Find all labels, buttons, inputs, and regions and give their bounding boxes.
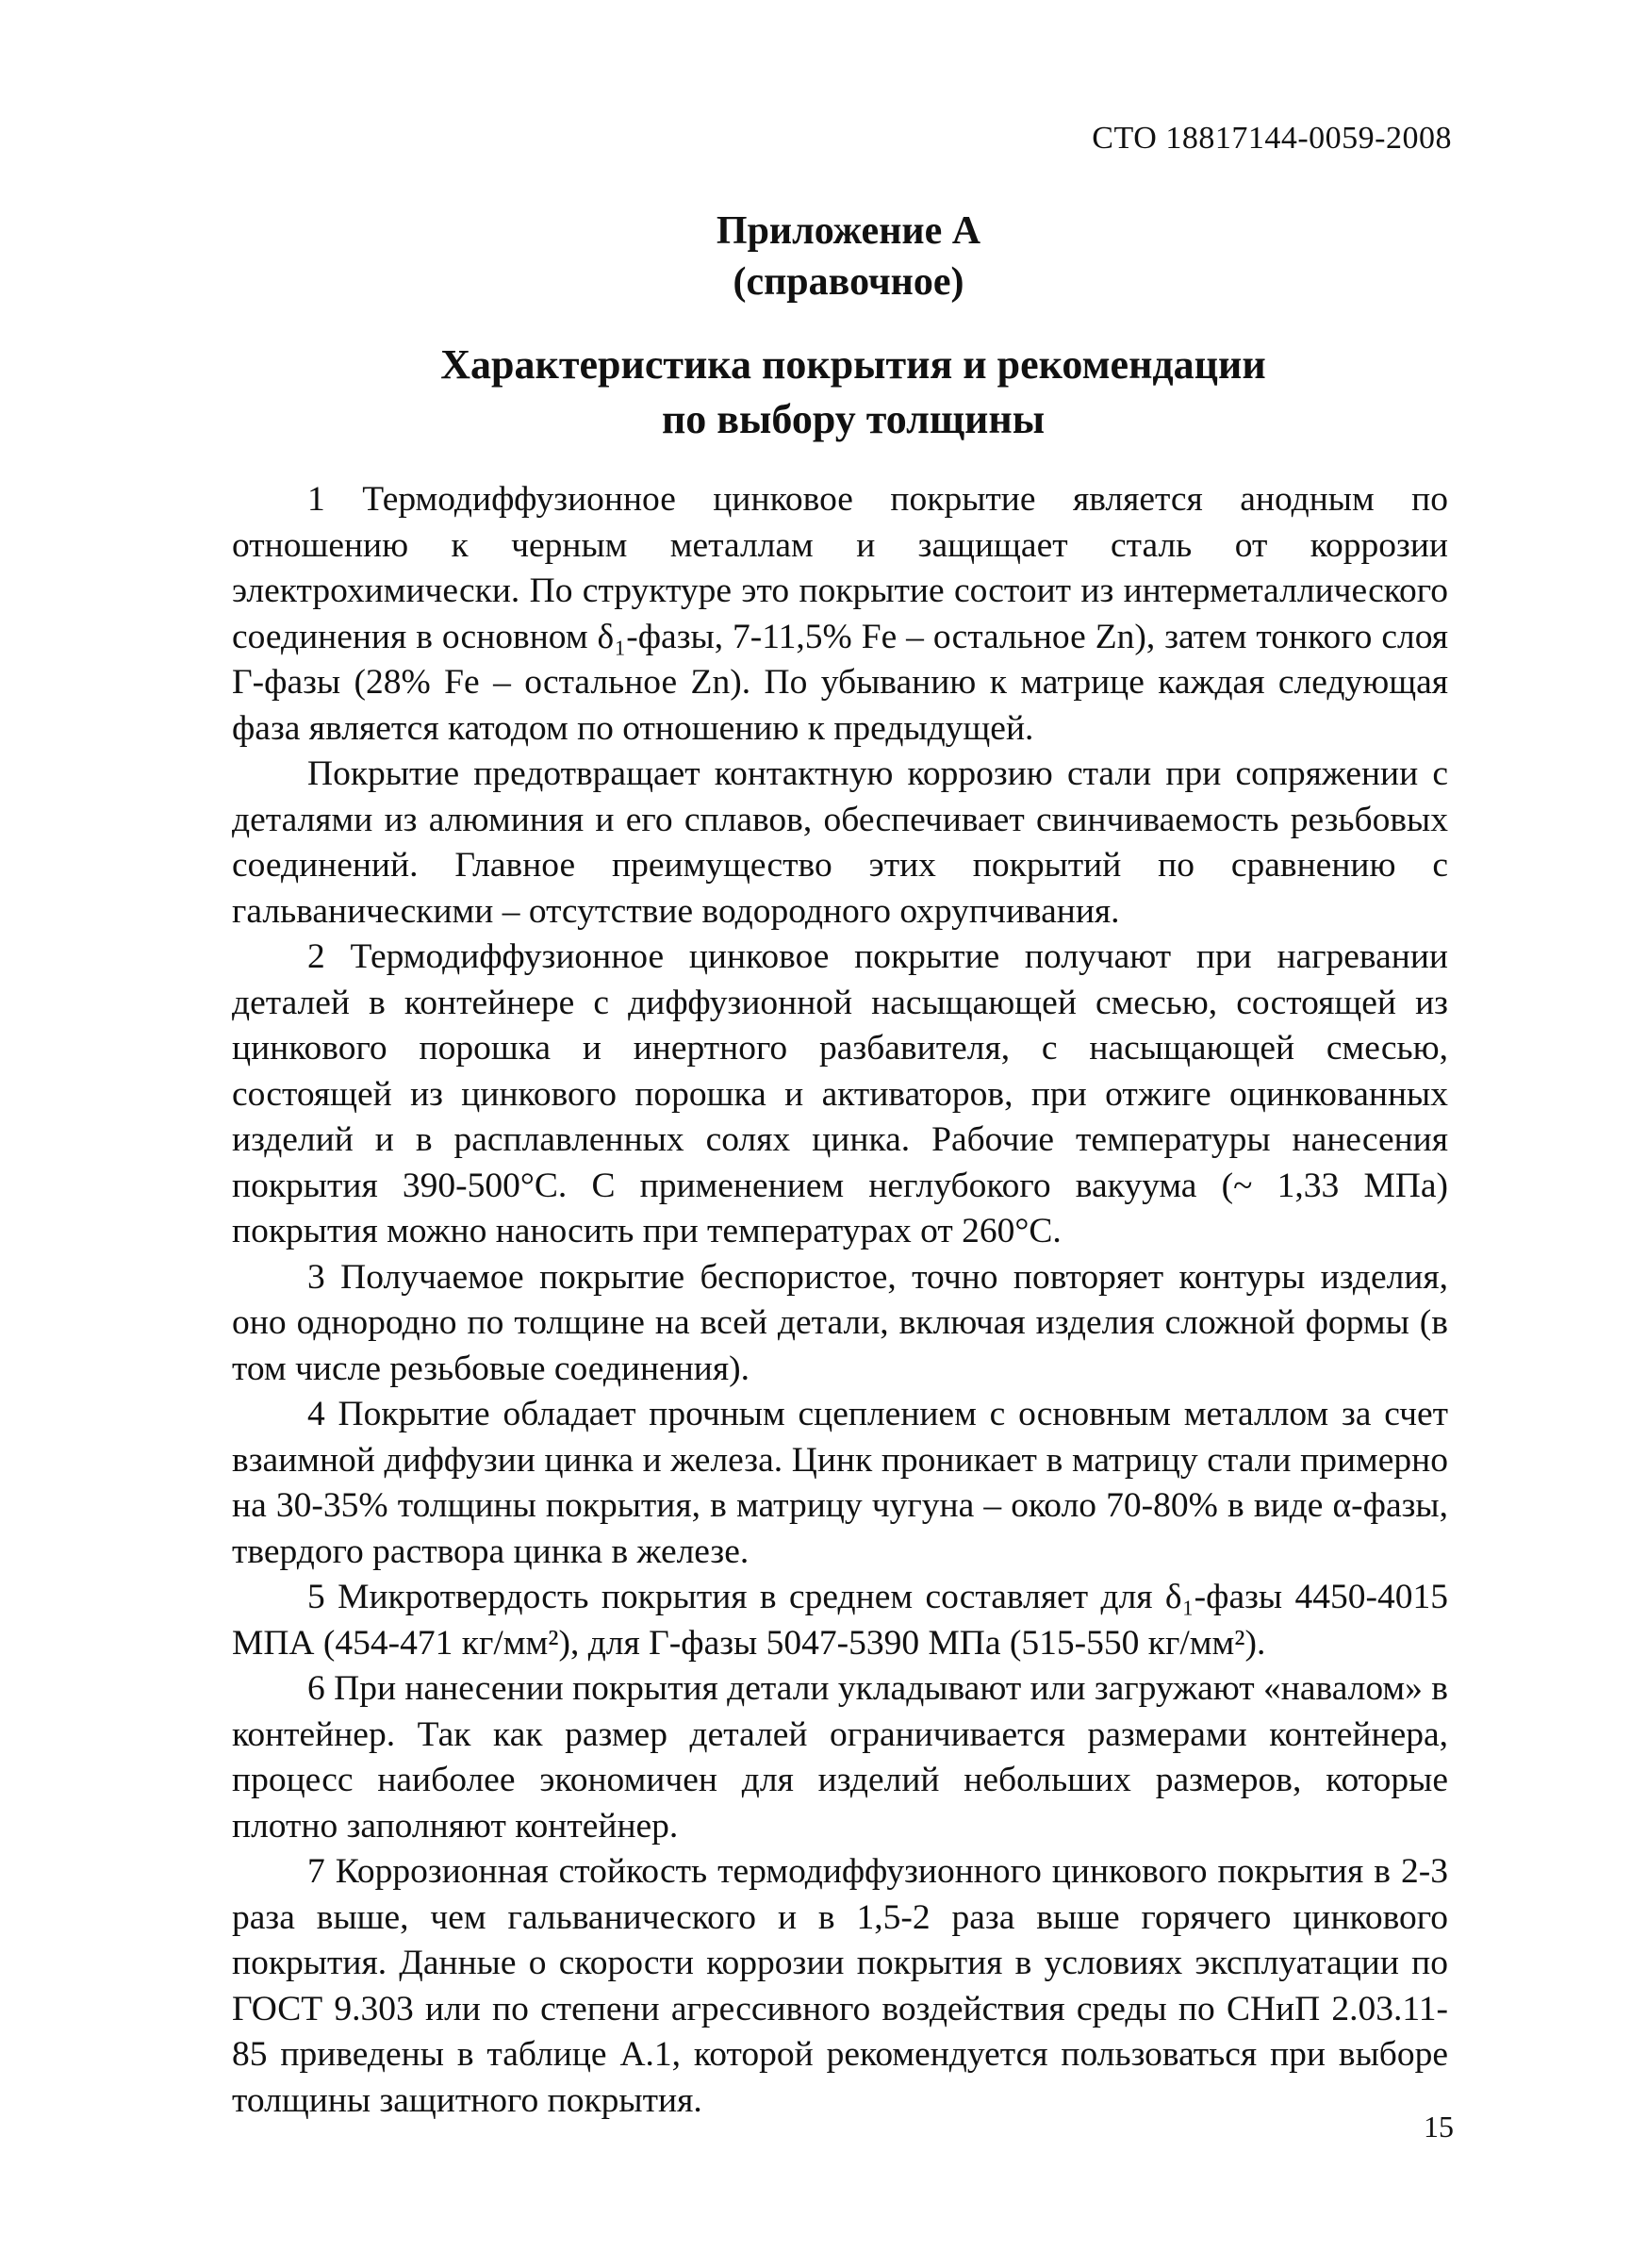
paragraph-5: 4 Покрытие обладает прочным сцеплением с основным металлом за счет взаимной диффузии цинка и железа. Цинк проникает в матрицу стали примерно на 30-35% толщины покрытия, в матрицу чугуна – около 70-80% в виде α-фазы, твердого раствора цинка в железе. [232, 1395, 1448, 1571]
annex-heading [0, 206, 1631, 307]
annex-title: Приложение А [716, 209, 981, 253]
section-title [0, 338, 1631, 447]
body-text [232, 477, 1448, 2124]
paragraph-7: 6 При нанесении покрытия детали укладывают или загружают «навалом» в контейнер. Так как размер деталей ограничивается размерами контейнера, процесс наиболее экономичен для изделий небольших размеров, которые плотно заполняют контейнер. [232, 1669, 1448, 1846]
paragraph-8: 7 Коррозионная стойкость термодиффузионного цинкового покрытия в 2-3 раза выше, чем гальванического и в 1,5-2 раза выше горячего цинкового покрытия. Данные о скорости коррозии покрытия в условиях эксплуатации по ГОСТ 9.303 или по степени агрессивного воздействия среды по СНиП 2.03.11-85 приведены в таблице А.1, которой рекомендуется пользоваться при выборе толщины защитного покрытия. [232, 1852, 1448, 2120]
annex-subtitle: (справочное) [733, 260, 964, 304]
document-code: СТО 18817144-0059-2008 [1092, 121, 1452, 156]
paragraph-1: 1 Термодиффузионное цинковое покрытие является анодным по отношению к черным металлам и защищает сталь от коррозии электрохимически. По структуре это покрытие состоит из интерметаллического соединения в основном δ₁-фазы, 7-11,5% Fe – остальное Zn), затем тонкого слоя Г-фазы (28% Fe – остальное Zn). По убыванию к матрице каждая следующая фаза является катодом по отношению к предыдущей. [232, 480, 1448, 748]
paragraph-4: 3 Получаемое покрытие беспористое, точно повторяет контуры изделия, оно однородно по толщине на всей детали, включая изделия сложной формы (в том числе резьбовые соединения). [232, 1257, 1448, 1388]
section-title-line-1: Характеристика покрытия и рекомендации [440, 341, 1266, 388]
paragraph-6: 5 Микротвердость покрытия в среднем составляет для δ₁-фазы 4450-4015 МПА (454-471 кг/мм²), для Г-фазы 5047-5390 МПа (515-550 кг/мм²). [232, 1578, 1448, 1663]
paragraph-2: Покрытие предотвращает контактную коррозию стали при сопряжении с деталями из алюминия и его сплавов, обеспечивает свинчиваемость резьбовых соединений. Главное преимущество этих покрытий по сравнению с гальваническими – отсутствие водородного охрупчивания. [232, 754, 1448, 931]
section-title-line-2: по выбору толщины [661, 396, 1046, 442]
page-number: 15 [1424, 2110, 1454, 2144]
paragraph-3: 2 Термодиффузионное цинковое покрытие получают при нагревании деталей в контейнере с диффузионной насыщающей смесью, состоящей из цинкового порошка и инертного разбавителя, с насыщающей смесью, состоящей из цинкового порошка и активаторов, при отжиге оцинкованных изделий и в расплавленных солях цинка. Рабочие температуры нанесения покрытия 390-500°С. С применением неглубокого вакуума (~ 1,33 МПа) покрытия можно наносить при температурах от 260°С. [232, 937, 1448, 1250]
